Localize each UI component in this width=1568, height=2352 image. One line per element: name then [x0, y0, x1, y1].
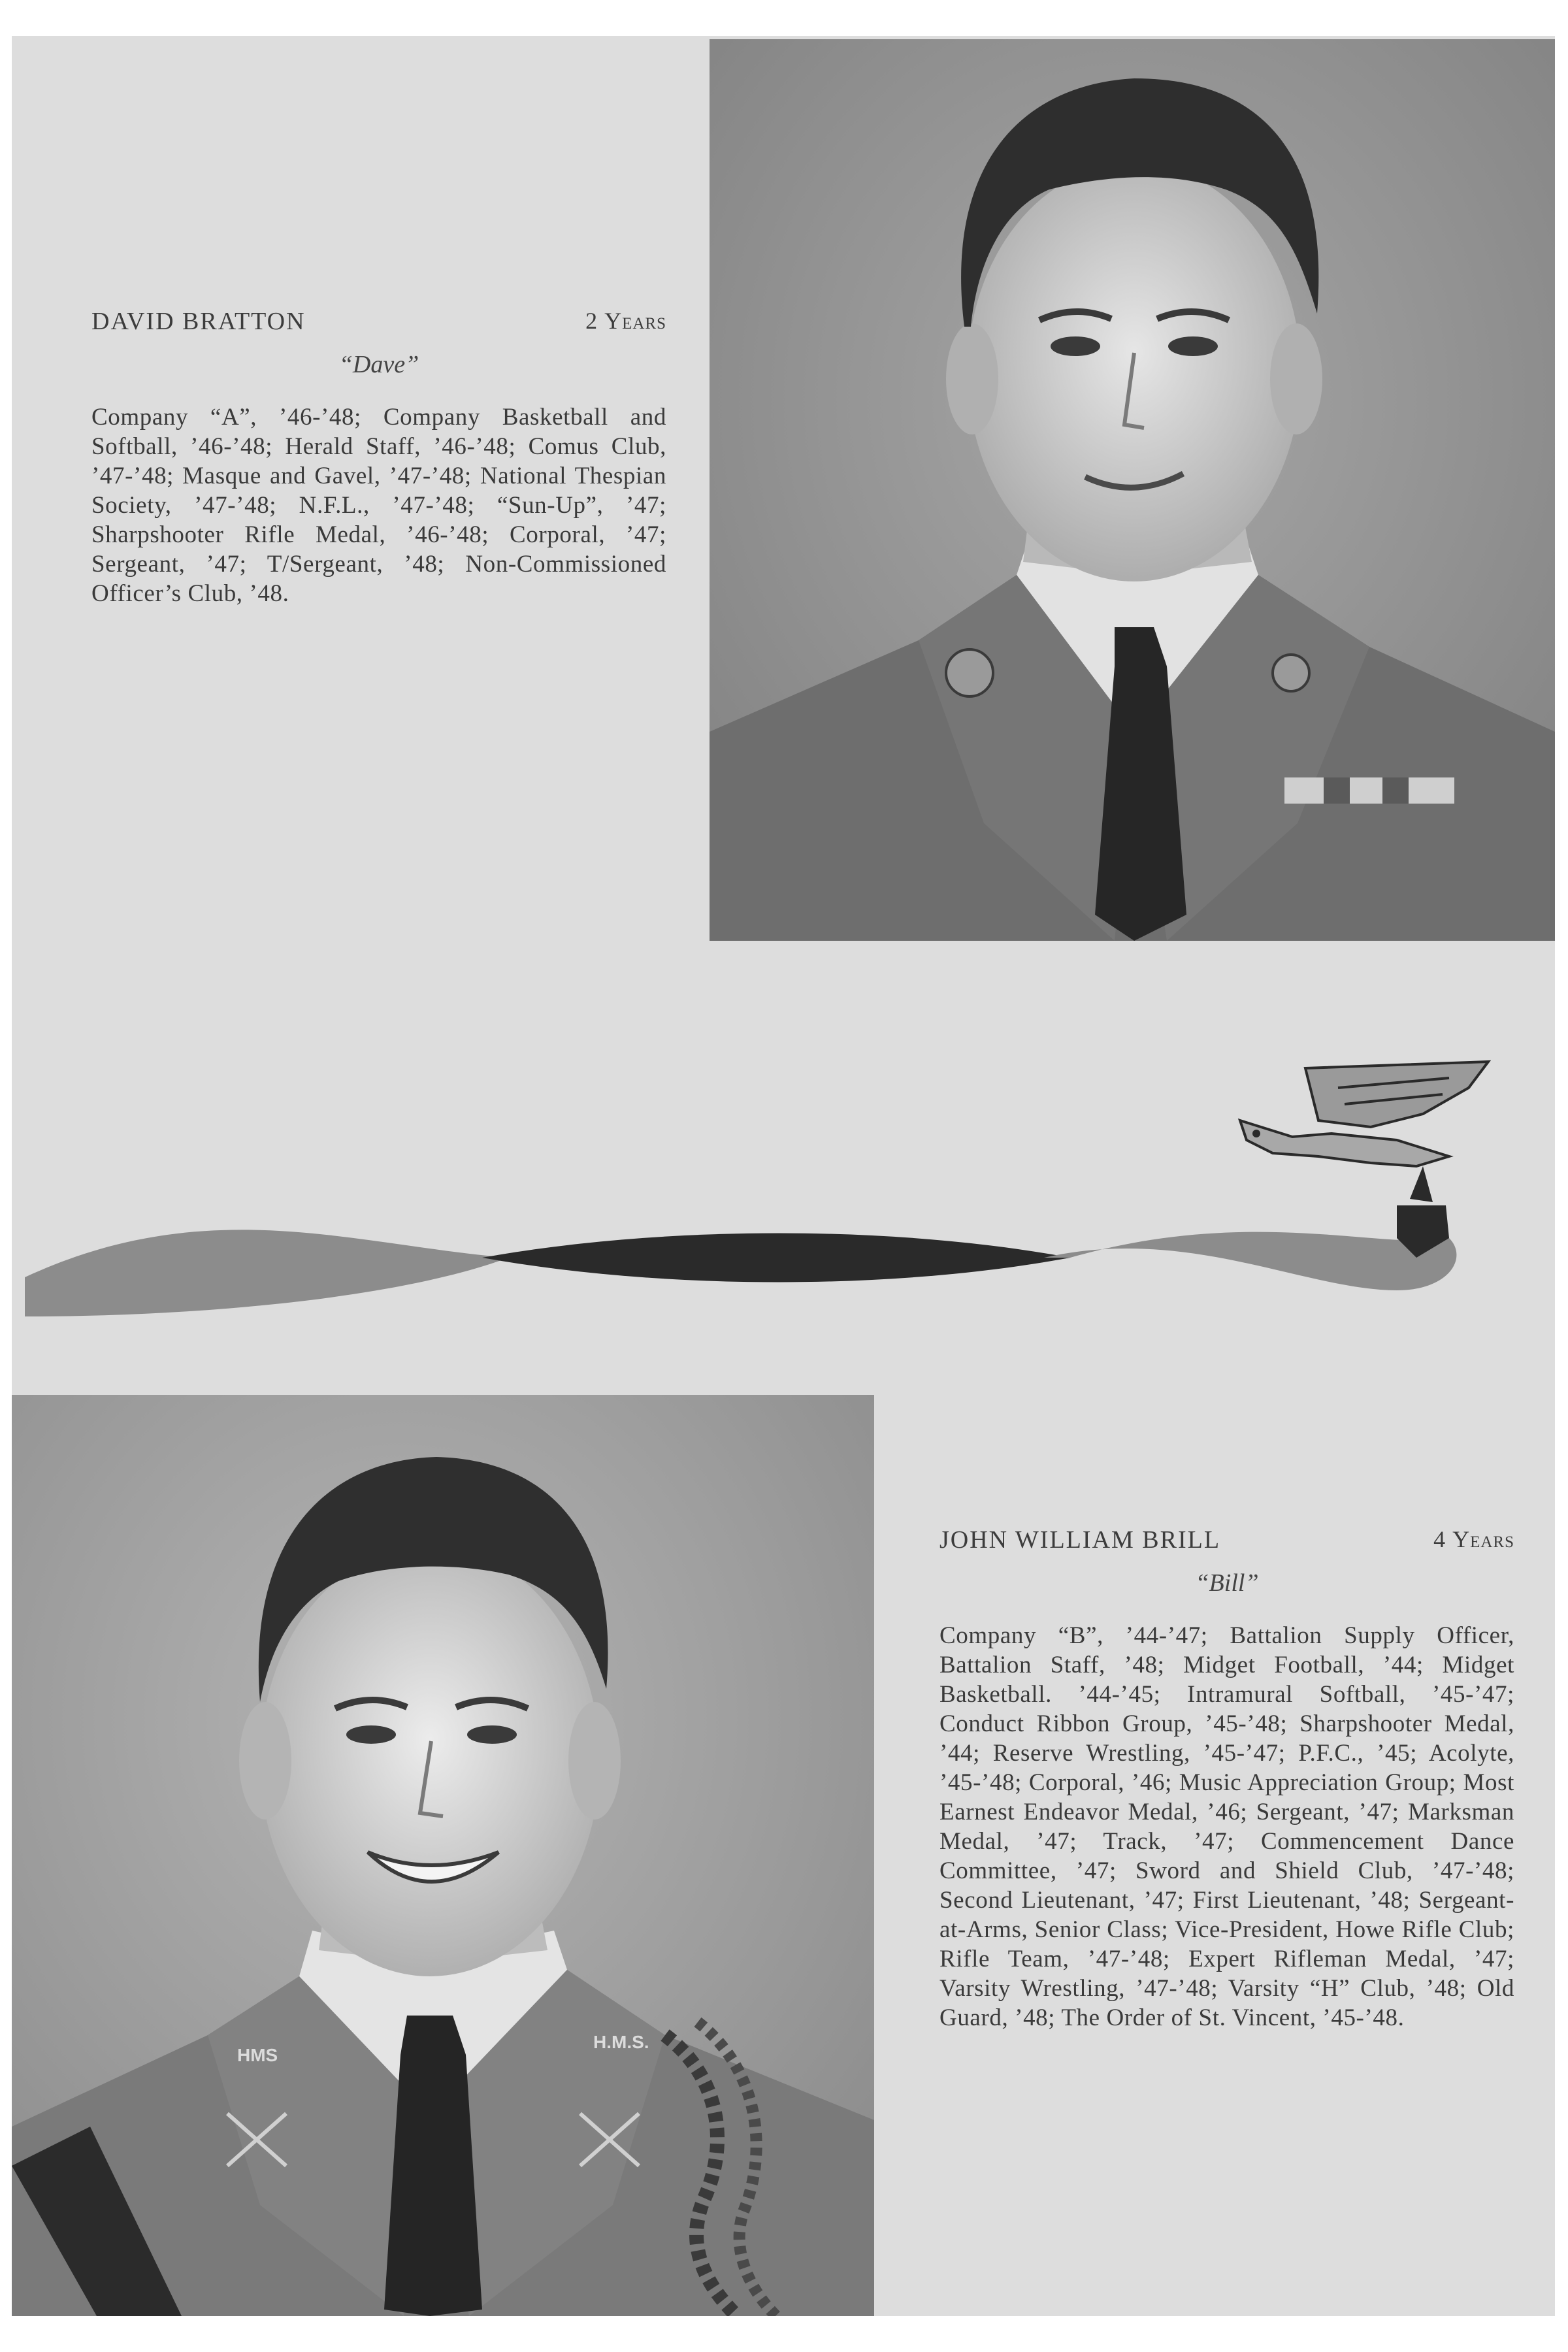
- nickname: “Bill”: [1195, 1569, 1259, 1597]
- eagle-icon: [1240, 1062, 1488, 1202]
- activities-text: Company “B”, ’44-’47; Battalion Supply Officer, Battalion Staff, ’48; Midget Football, ’44; Midget Basketball. ’44-’45; Intramural Softball, ’45-’47; Conduct Ribbon Group, ’45-’48; Sharpshooter Medal, ’44; Reserve Wrestling, ’45-’47; P.F.C., ’45; Acolyte, ’45-’48; Corporal, ’46; Music Appreciation Group; Most Earnest Endeavor Medal, ’46; Sergeant, ’47; Marksman Medal, ’47; Track, ’47; Commencement Dance Committee, ’47; Sword and Shield Club, ’47-’48; Second Lieutenant, ’47; First Lieutenant, ’48; Sergeant-at-Arms, Senior Class; Vice-President, Howe Rifle Club; Rifle Team, ’47-’48; Expert Rifleman Medal, ’47; Varsity Wrestling, ’47-’48; Varsity “H” Club, ’48; Old Guard, ’48; The Order of St. Vincent, ’45-’48.: [939, 1622, 1514, 2031]
- entry-brill: [939, 1526, 1514, 2033]
- portrait-photo-bratton: [710, 39, 1555, 941]
- yearbook-page: [12, 36, 1555, 2316]
- student-name: DAVID BRATTON: [91, 308, 306, 335]
- years-label: 2 Years: [585, 308, 666, 334]
- entry-bratton: [91, 307, 666, 608]
- portrait-photo-brill: [12, 1395, 874, 2316]
- collar-insignia-left: HMS: [237, 2045, 278, 2065]
- collar-insignia-right: H.M.S.: [593, 2032, 649, 2052]
- years-label: 4 Years: [1433, 1526, 1514, 1552]
- eagle-ribbon-decoration: [12, 1042, 1555, 1349]
- nickname: “Dave”: [338, 351, 419, 378]
- student-name: JOHN WILLIAM BRILL: [939, 1526, 1221, 1554]
- activities-text: Company “A”, ’46-’48; Company Basketball and Softball, ’46-’48; Herald Staff, ’46-’48; Comus Club, ’47-’48; Masque and Gavel, ’47-’48; National Thespian Society, ’47-’48; N.F.L., ’47-’48; “Sun-Up”, ’47; Sharpshooter Rifle Medal, ’46-’48; Corporal, ’47; Sergeant, ’47; T/Sergeant, ’48; Non-Commissioned Officer’s Club, ’48.: [91, 404, 666, 607]
